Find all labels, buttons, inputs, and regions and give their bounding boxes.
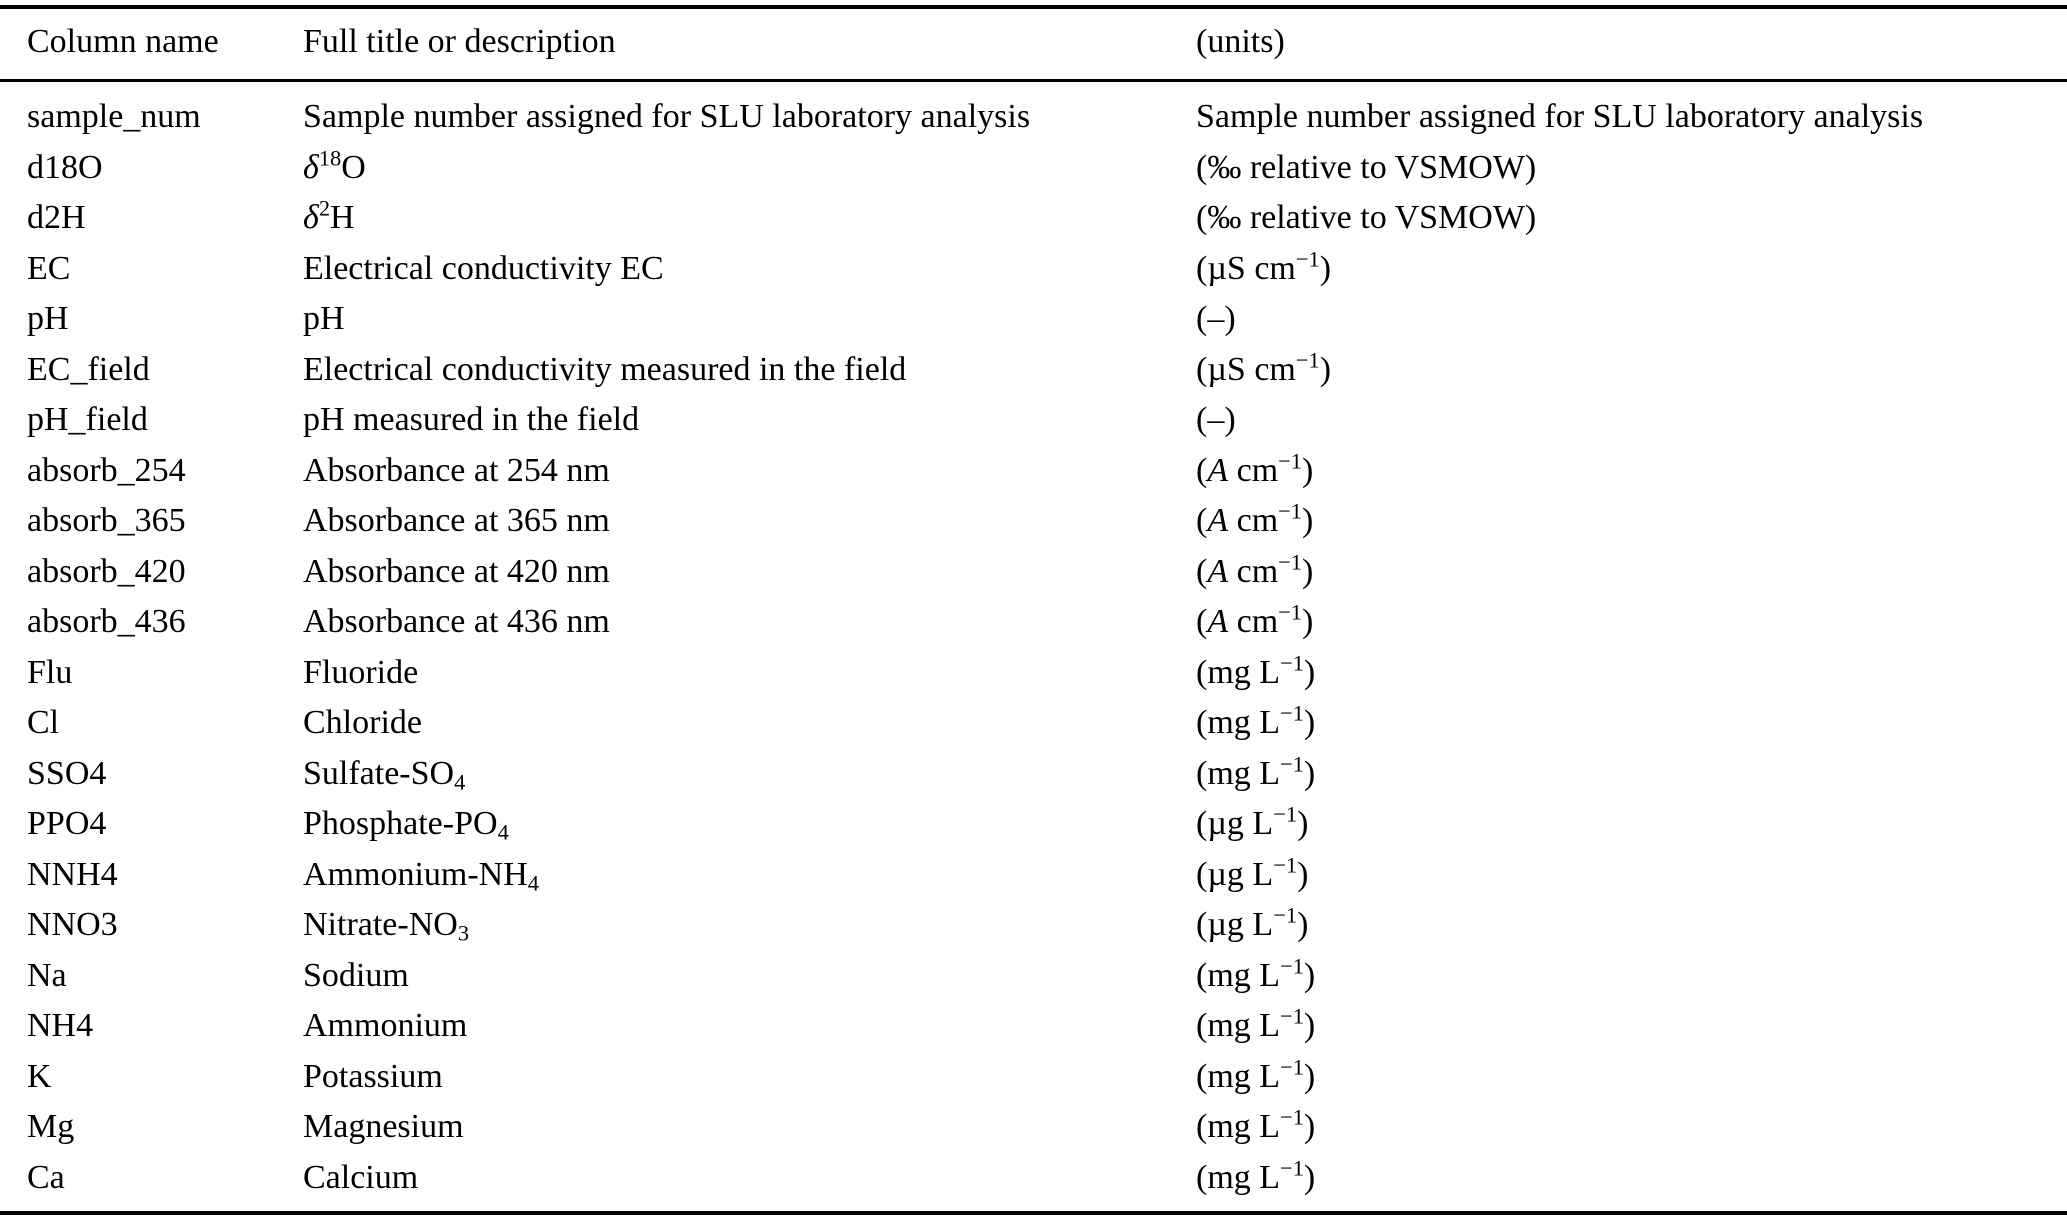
cell-column-name: NNO3	[27, 906, 118, 943]
cell-description: Fluoride	[303, 653, 419, 691]
table-row	[0, 1052, 2067, 1103]
cell-column-name: EC	[27, 249, 71, 287]
table-row	[0, 547, 2067, 598]
table-row	[0, 749, 2067, 800]
cell-units: (µS $cm^{-1}$)	[1196, 246, 1332, 287]
table-row	[0, 143, 2067, 194]
cell-description: pH	[303, 300, 345, 337]
cell-description: $\delta^{18}O$	[303, 145, 366, 186]
cell-column-name: sample_num	[27, 98, 201, 135]
table-row	[0, 597, 2067, 648]
cell-column-name: NNH4	[27, 855, 118, 893]
cell-units: (µg $L^{-1}$)	[1196, 852, 1309, 893]
cell-column-name: Mg	[27, 1108, 75, 1145]
cell-column-name: EC_field	[27, 350, 150, 388]
cell-units: (‰ relative to VSMOW)	[1196, 148, 1537, 186]
variables-table	[0, 5, 2067, 1215]
table-row	[0, 698, 2067, 749]
cell-column-name: NH4	[27, 1007, 94, 1044]
cell-units: Sample number assigned for SLU laboratory analysis	[1196, 98, 1924, 135]
cell-column-name: PPO4	[27, 805, 107, 842]
cell-description: Ammonium-$NH_4$	[303, 855, 539, 896]
cell-description: Ammonium	[303, 1007, 468, 1044]
cell-column-name: Cl	[27, 704, 60, 741]
cell-column-name: d2H	[27, 199, 86, 236]
table-header-row	[0, 7, 2067, 81]
table-row	[0, 345, 2067, 396]
table-row	[0, 81, 2067, 143]
cell-description: Electrical conductivity EC	[303, 249, 664, 287]
cell-column-name: pH	[27, 300, 69, 337]
table-body	[0, 81, 2067, 1214]
table-row	[0, 244, 2067, 295]
cell-column-name: absorb_420	[27, 552, 186, 590]
col-header-description: Full title or description	[303, 7, 1196, 81]
cell-column-name: absorb_254	[27, 451, 186, 489]
cell-description: Electrical conductivity measured in the field	[303, 350, 907, 388]
cell-description: pH measured in the field	[303, 401, 640, 438]
cell-units: (mg $L^{-1}$)	[1196, 1155, 1316, 1196]
cell-description: Absorbance at 365 nm	[303, 502, 610, 539]
cell-units: (µg $L^{-1}$)	[1196, 902, 1309, 943]
cell-units: (A $cm^{-1}$)	[1196, 549, 1314, 590]
cell-description: Absorbance at 254 nm	[303, 451, 610, 489]
table-header	[0, 7, 2067, 81]
cell-units: (mg $L^{-1}$)	[1196, 700, 1316, 741]
cell-description: Sample number assigned for SLU laboratory analysis	[303, 98, 1031, 135]
cell-description: Sulfate-$SO_4$	[303, 754, 466, 795]
cell-description: Phosphate-$PO_4$	[303, 805, 509, 845]
paper-page	[0, 5, 2067, 1229]
cell-units: (mg $L^{-1}$)	[1196, 650, 1316, 691]
cell-description: $\delta^2H$	[303, 195, 355, 236]
table-row	[0, 1153, 2067, 1214]
table-row	[0, 446, 2067, 497]
cell-description: Magnesium	[303, 1108, 464, 1145]
table-row	[0, 193, 2067, 244]
table-row	[0, 1102, 2067, 1153]
cell-column-name: Ca	[27, 1158, 65, 1196]
cell-units: (A $cm^{-1}$)	[1196, 599, 1314, 640]
cell-column-name: absorb_365	[27, 502, 186, 539]
col-header-units: (units)	[1196, 7, 2067, 81]
cell-description: Nitrate-$NO_3$	[303, 906, 470, 946]
cell-units: (µS $cm^{-1}$)	[1196, 347, 1332, 388]
table-row	[0, 799, 2067, 850]
cell-description: Potassium	[303, 1057, 443, 1095]
cell-description: Absorbance at 420 nm	[303, 552, 610, 590]
cell-column-name: Na	[27, 956, 67, 994]
cell-column-name: pH_field	[27, 401, 148, 438]
cell-units: (mg $L^{-1}$)	[1196, 1104, 1316, 1145]
table-row	[0, 496, 2067, 547]
cell-units: (A $cm^{-1}$)	[1196, 498, 1314, 539]
table-row	[0, 294, 2067, 345]
cell-column-name: SSO4	[27, 754, 107, 792]
cell-column-name: K	[27, 1057, 52, 1095]
col-header-column-name: Column name	[0, 7, 303, 81]
cell-units: (mg $L^{-1}$)	[1196, 1054, 1316, 1095]
table-row	[0, 951, 2067, 1002]
cell-description: Chloride	[303, 704, 422, 741]
cell-description: Calcium	[303, 1158, 419, 1196]
table-row	[0, 850, 2067, 901]
cell-description: Sodium	[303, 956, 409, 994]
table-row	[0, 648, 2067, 699]
cell-units: (–)	[1196, 300, 1236, 337]
cell-column-name: absorb_436	[27, 603, 186, 640]
table-row	[0, 900, 2067, 951]
cell-units: (mg $L^{-1}$)	[1196, 751, 1316, 792]
cell-units: (mg $L^{-1}$)	[1196, 953, 1316, 994]
cell-column-name: Flu	[27, 653, 73, 691]
table-row	[0, 1001, 2067, 1052]
cell-description: Absorbance at 436 nm	[303, 603, 610, 640]
cell-units: (A $cm^{-1}$)	[1196, 448, 1314, 489]
cell-units: (mg $L^{-1}$)	[1196, 1003, 1316, 1044]
cell-column-name: d18O	[27, 148, 103, 186]
cell-units: (µg $L^{-1}$)	[1196, 801, 1309, 842]
cell-units: (–)	[1196, 401, 1236, 438]
table-row	[0, 395, 2067, 446]
cell-units: (‰ relative to VSMOW)	[1196, 199, 1537, 236]
